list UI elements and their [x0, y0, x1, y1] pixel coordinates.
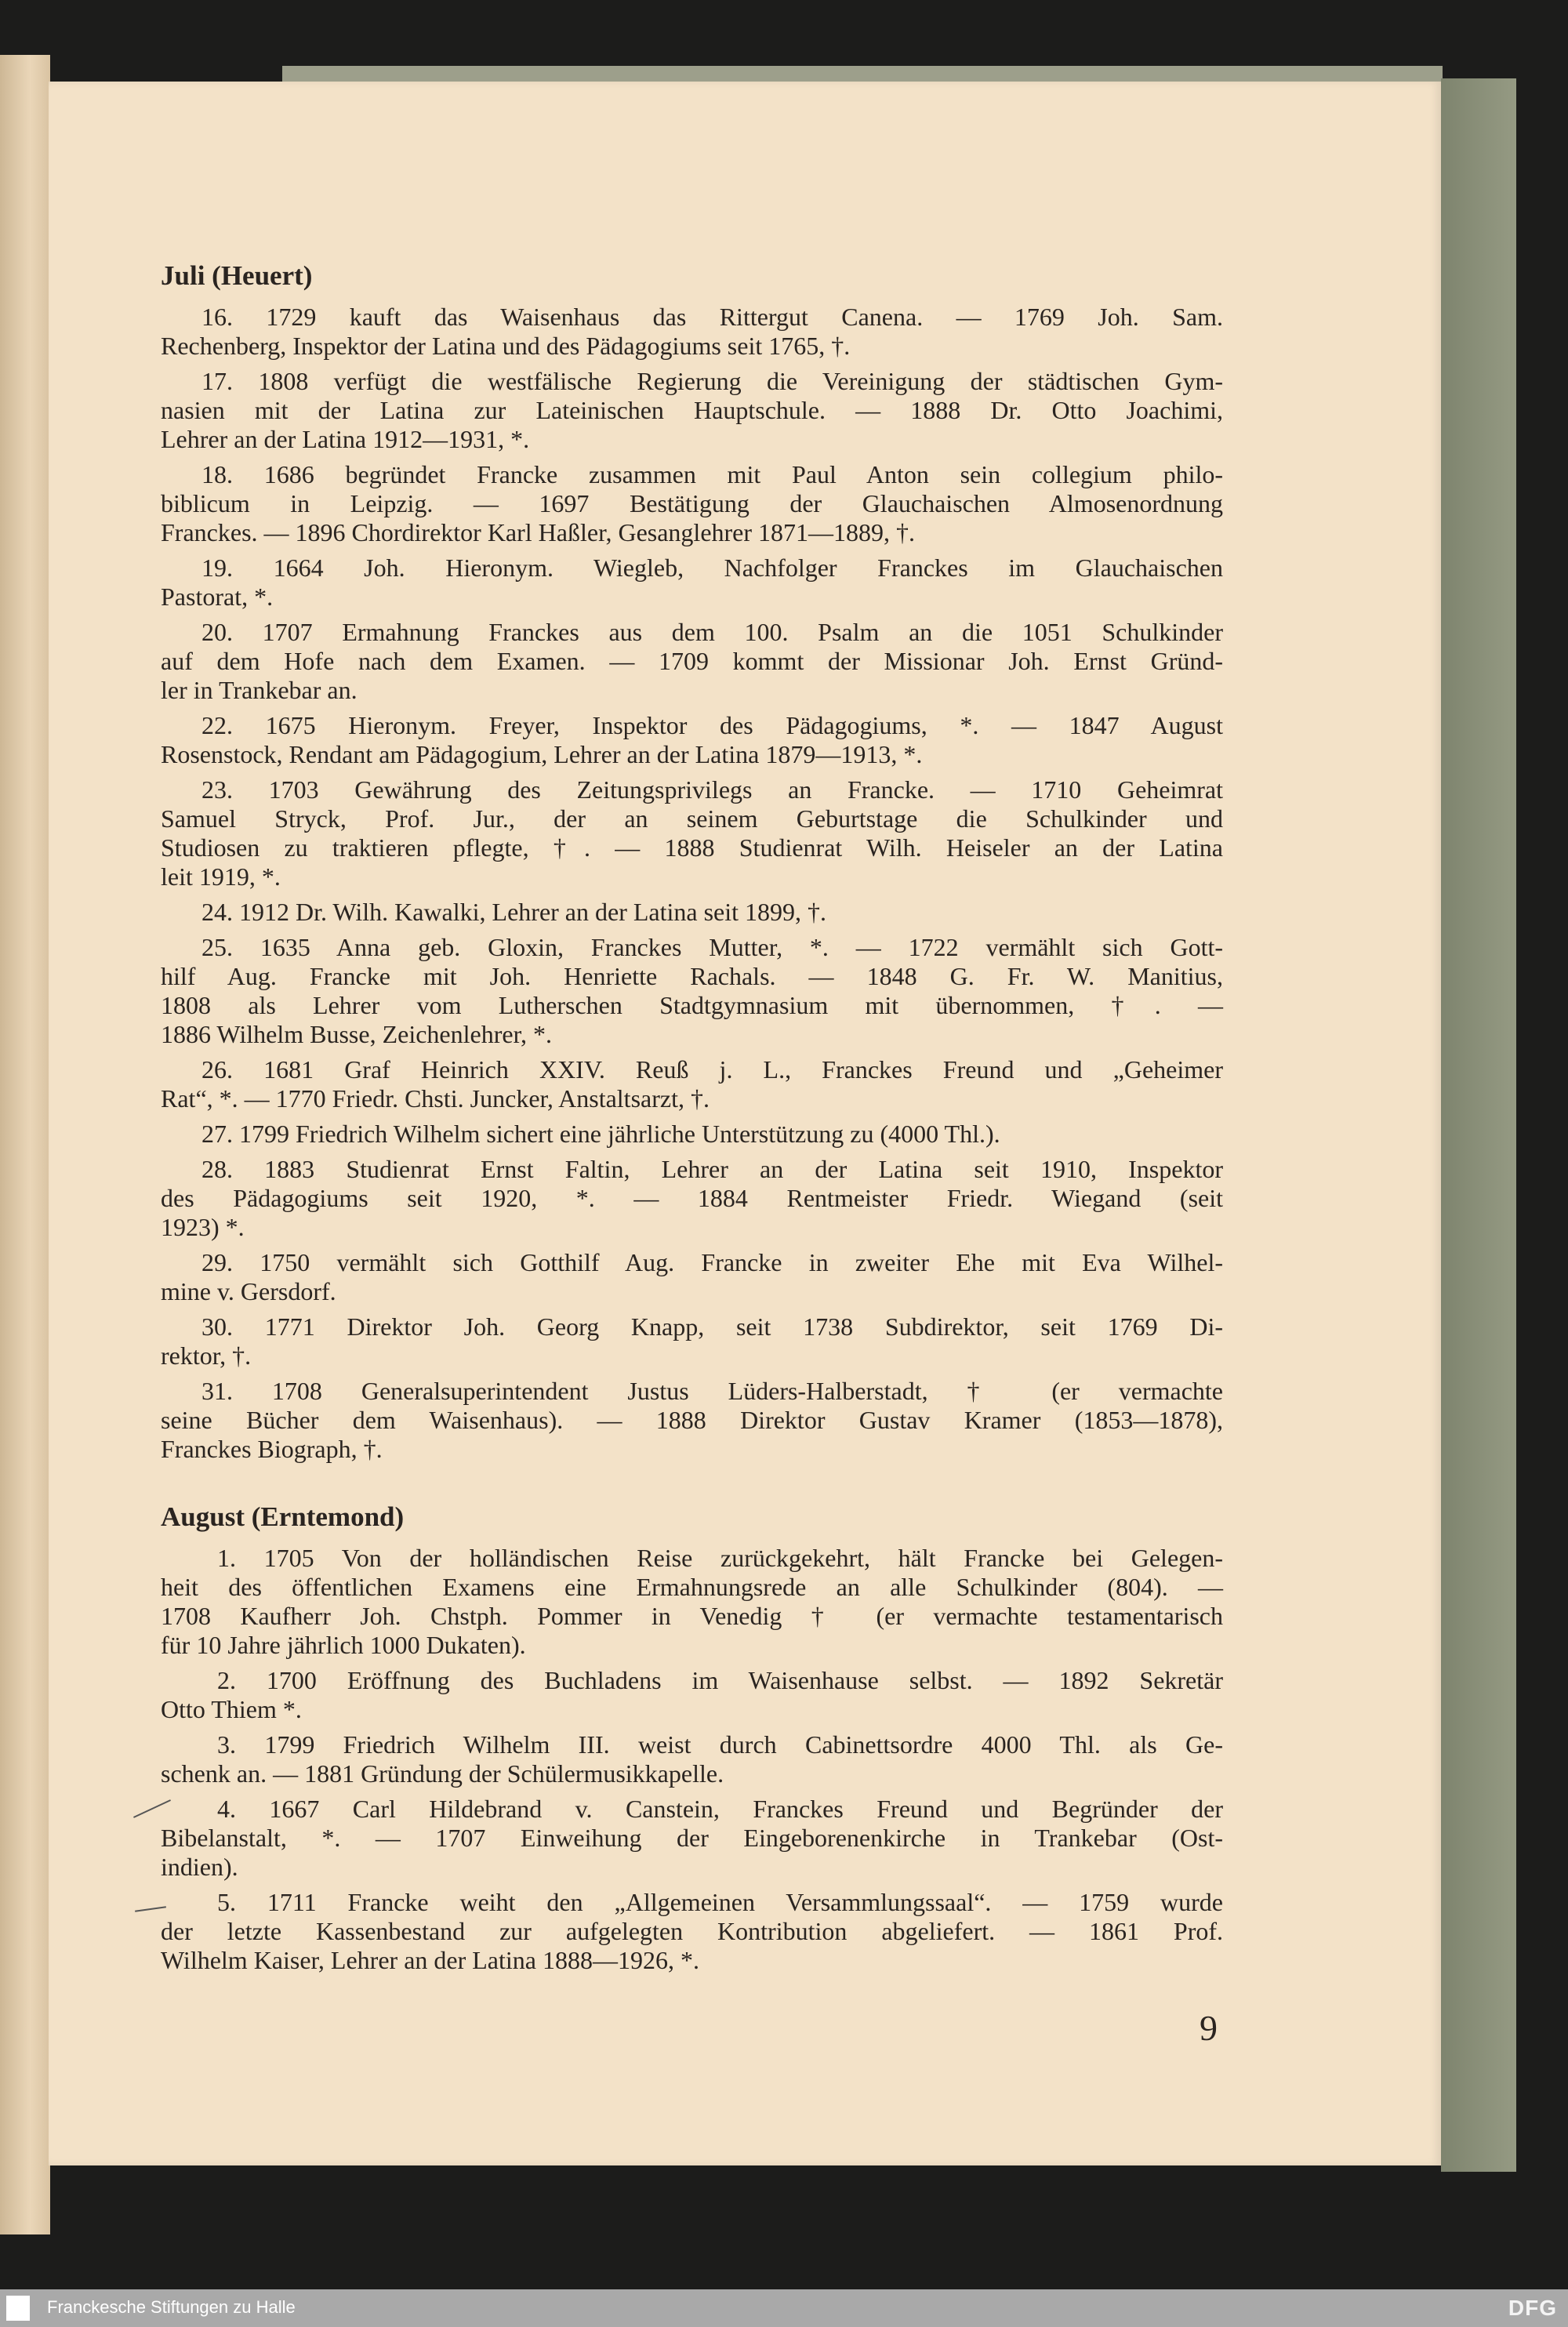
- entry-text-line: Rat“, *. — 1770 Friedr. Chsti. Juncker, Anstaltsarzt, †.: [161, 1084, 710, 1113]
- entry-text-line: 22. 1675 Hieronym. Freyer, Inspektor des Pädagogiums, *. — 1847 August: [201, 711, 1223, 739]
- entry-text-line: Wilhelm Kaiser, Lehrer an der Latina 1888—1926, *.: [161, 1946, 699, 1974]
- entry-text-line: 23. 1703 Gewährung des Zeitungsprivilegs an Francke. — 1710 Geheimrat: [201, 775, 1223, 804]
- entry-text-line: 1. 1705 Von der holländischen Reise zurückgekehrt, hält Francke bei Gelegen-: [217, 1544, 1223, 1572]
- entry-text-line: 29. 1750 vermählt sich Gotthilf Aug. Francke in zweiter Ehe mit Eva Wilhel-: [201, 1248, 1223, 1276]
- book-cover-edge: [1441, 78, 1516, 2172]
- entry-text-line: 16. 1729 kauft das Waisenhaus das Rittergut Canena. — 1769 Joh. Sam.: [201, 303, 1223, 331]
- calendar-entry: [161, 775, 1223, 891]
- entry-text-line: 1923) *.: [161, 1213, 245, 1241]
- calendar-entry: [161, 1120, 1223, 1149]
- institution-name: Franckesche Stiftungen zu Halle: [47, 2297, 296, 2317]
- entry-text-line: indien).: [161, 1853, 238, 1881]
- calendar-entry: [161, 1888, 1223, 1975]
- entry-text-line: schenk an. — 1881 Gründung der Schülermusikkapelle.: [161, 1759, 724, 1788]
- entry-text-line: 27. 1799 Friedrich Wilhelm sichert eine jährliche Unterstützung zu (4000 Thl.).: [201, 1120, 1000, 1148]
- entry-text-line: Franckes. — 1896 Chordirektor Karl Haßler, Gesanglehrer 1871—1889, †.: [161, 518, 916, 546]
- entry-text-line: der letzte Kassenbestand zur aufgelegten Kontribution abgeliefert. — 1861 Prof.: [161, 1917, 1223, 1945]
- entry-text-line: 1886 Wilhelm Busse, Zeichenlehrer, *.: [161, 1020, 552, 1048]
- previous-page-edge: [0, 55, 50, 2234]
- entry-text-line: 5. 1711 Francke weiht den „Allgemeinen Versammlungssaal“. — 1759 wurde: [217, 1888, 1223, 1916]
- viewer-footer-bar: [0, 2289, 1568, 2327]
- calendar-entry: [161, 1730, 1223, 1788]
- calendar-entry: [161, 1055, 1223, 1113]
- entry-text-line: 18. 1686 begründet Francke zusammen mit Paul Anton sein collegium philo-: [201, 460, 1223, 488]
- entry-text-line: auf dem Hofe nach dem Examen. — 1709 kommt der Missionar Joh. Ernst Gründ-: [161, 647, 1223, 675]
- entry-text-line: 2. 1700 Eröffnung des Buchladens im Waisenhause selbst. — 1892 Sekretär: [217, 1666, 1223, 1694]
- entry-text-line: Studiosen zu traktieren pflegte, †. — 1888 Studienrat Wilh. Heiseler an der Latina: [161, 833, 1223, 862]
- entry-text-line: 24. 1912 Dr. Wilh. Kawalki, Lehrer an der Latina seit 1899, †.: [201, 898, 827, 926]
- entry-text-line: 30. 1771 Direktor Joh. Georg Knapp, seit 1738 Subdirektor, seit 1769 Di-: [201, 1312, 1223, 1341]
- page-content: [161, 259, 1223, 1981]
- entry-text-line: Pastorat, *.: [161, 583, 274, 611]
- entry-text-line: Samuel Stryck, Prof. Jur., der an seinem Geburtstage die Schulkinder und: [161, 804, 1223, 833]
- entry-text-line: mine v. Gersdorf.: [161, 1277, 336, 1305]
- calendar-entry: [161, 1155, 1223, 1242]
- calendar-entry: [161, 618, 1223, 705]
- calendar-entry: [161, 554, 1223, 612]
- entry-text-line: Lehrer an der Latina 1912—1931, *.: [161, 425, 530, 453]
- calendar-entry: [161, 1312, 1223, 1370]
- month-heading: August (Erntemond): [161, 1501, 405, 1532]
- entry-text-line: hilf Aug. Francke mit Joh. Henriette Rachals. — 1848 G. Fr. W. Manitius,: [161, 962, 1223, 990]
- calendar-entry: [161, 1377, 1223, 1464]
- entry-text-line: 4. 1667 Carl Hildebrand v. Canstein, Franckes Freund und Begründer der: [217, 1795, 1223, 1823]
- entry-text-line: 26. 1681 Graf Heinrich XXIV. Reuß j. L., Franckes Freund und „Geheimer: [201, 1055, 1223, 1084]
- entry-text-line: seine Bücher dem Waisenhaus). — 1888 Direktor Gustav Kramer (1853—1878),: [161, 1406, 1223, 1434]
- entry-text-line: Rechenberg, Inspektor der Latina und des Pädagogiums seit 1765, †.: [161, 332, 851, 360]
- calendar-entry: [161, 1544, 1223, 1660]
- calendar-entry: [161, 933, 1223, 1049]
- entry-text-line: 17. 1808 verfügt die westfälische Regierung die Vereinigung der städtischen Gym-: [201, 367, 1223, 395]
- entry-text-line: 1808 als Lehrer vom Lutherschen Stadtgymnasium mit übernommen, †. —: [161, 991, 1223, 1019]
- entry-text-line: Rosenstock, Rendant am Pädagogium, Lehrer an der Latina 1879—1913, *.: [161, 740, 923, 768]
- entry-text-line: 1708 Kaufherr Joh. Chstph. Pommer in Venedig † (er vermachte testamentarisch: [161, 1602, 1223, 1630]
- calendar-entry: [161, 1666, 1223, 1724]
- entry-text-line: nasien mit der Latina zur Lateinischen Hauptschule. — 1888 Dr. Otto Joachimi,: [161, 396, 1223, 424]
- institution-logo-icon: [6, 2296, 30, 2321]
- entry-text-line: Otto Thiem *.: [161, 1695, 302, 1723]
- entry-text-line: 20. 1707 Ermahnung Franckes aus dem 100. Psalm an die 1051 Schulkinder: [201, 618, 1223, 646]
- entry-text-line: 31. 1708 Generalsuperintendent Justus Lüders-Halberstadt, † (er vermachte: [201, 1377, 1223, 1405]
- calendar-entry: [161, 303, 1223, 361]
- calendar-entry: [161, 460, 1223, 547]
- calendar-entry: [161, 898, 1223, 927]
- entry-text-line: biblicum in Leipzig. — 1697 Bestätigung der Glauchaischen Almosenordnung: [161, 489, 1223, 517]
- entry-text-line: Bibelanstalt, *. — 1707 Einweihung der Eingeborenenkirche in Trankebar (Ost-: [161, 1824, 1223, 1852]
- entry-text-line: heit des öffentlichen Examens eine Ermahnungsrede an alle Schulkinder (804). —: [161, 1573, 1223, 1601]
- entry-text-line: ler in Trankebar an.: [161, 676, 358, 704]
- entry-text-line: 3. 1799 Friedrich Wilhelm III. weist durch Cabinettsordre 4000 Thl. als Ge-: [217, 1730, 1223, 1759]
- dfg-logo: DFG: [1508, 2296, 1557, 2320]
- month-heading: Juli (Heuert): [161, 260, 313, 291]
- calendar-entry: [161, 1795, 1223, 1882]
- calendar-entry: [161, 1248, 1223, 1306]
- entry-text-line: leit 1919, *.: [161, 862, 281, 891]
- entry-text-line: für 10 Jahre jährlich 1000 Dukaten).: [161, 1631, 526, 1659]
- entry-text-line: des Pädagogiums seit 1920, *. — 1884 Rentmeister Friedr. Wiegand (seit: [161, 1184, 1223, 1212]
- entry-text-line: 28. 1883 Studienrat Ernst Faltin, Lehrer an der Latina seit 1910, Inspektor: [201, 1155, 1223, 1183]
- entry-text-line: 19. 1664 Joh. Hieronym. Wiegleb, Nachfolger Franckes im Glauchaischen: [201, 554, 1223, 582]
- calendar-entry: [161, 711, 1223, 769]
- calendar-entry: [161, 367, 1223, 454]
- entry-text-line: Franckes Biograph, †.: [161, 1435, 383, 1463]
- page-number: 9: [1200, 2008, 1218, 2048]
- entry-text-line: 25. 1635 Anna geb. Gloxin, Franckes Mutter, *. — 1722 vermählt sich Gott-: [201, 933, 1223, 961]
- entry-text-line: rektor, †.: [161, 1341, 252, 1370]
